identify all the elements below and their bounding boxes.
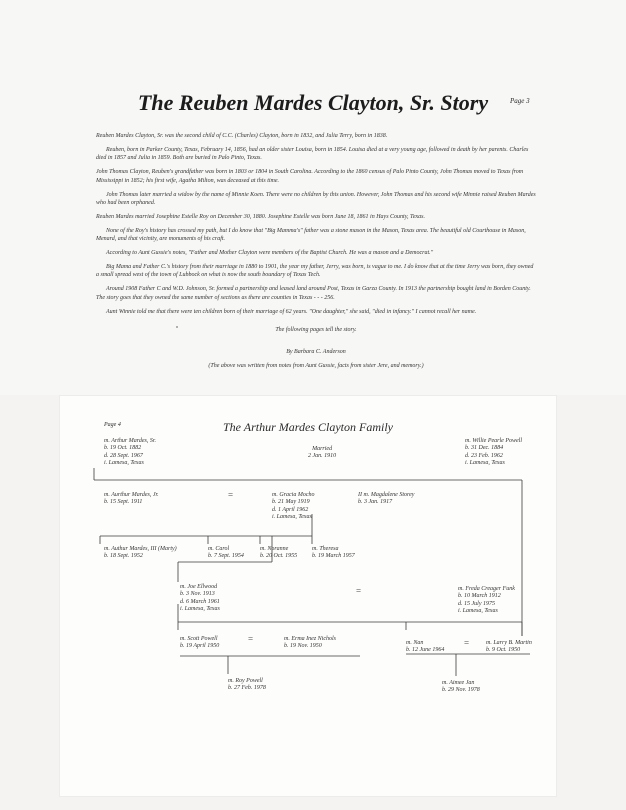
person-interred: i. Lamesa, Texas: [180, 606, 220, 613]
person-larry-b-martin: [486, 640, 532, 655]
person-born: b. 27 Feb. 1978: [228, 685, 266, 692]
person-interred: i. Lamesa, Texas: [272, 514, 312, 521]
person-born: b. 19 Nov. 1950: [284, 643, 322, 650]
person-name: m. Theresa: [312, 546, 339, 552]
person-name: m. Aimee Jan: [442, 680, 475, 686]
story-page: [0, 0, 626, 395]
marriage-equals: =: [228, 490, 234, 500]
person-roy-powell: [228, 678, 266, 693]
person-died: d. 15 July 1975: [458, 600, 495, 607]
person-name: m. Larry B. Martin: [486, 640, 532, 646]
person-died: d. 23 Feb. 1962: [465, 452, 503, 459]
story-paragraph: John Thomas Clayton, Reuben's grandfather was born in 1803 or 1804 in South Carolina. According to the 1860 census of Palo Pinto County, John Thomas moved to Texas from Mississippi in 1852; his first wife, Agatha Milton, was deceased at this time.: [96, 169, 524, 184]
person-theresa: [312, 546, 355, 561]
person-interred: i. Lamesa, Texas: [104, 460, 144, 467]
scan-speck: [176, 326, 178, 328]
person-died: d. 28 Sept. 1967: [104, 452, 143, 459]
story-paragraph: Around 1908 Father C and W.D. Johnson, Sr. formed a partnership and leased land around Post, Texas in Garza County. In 1913 the partnership bought land in Borden County. The story goes that they owned the same number of sections as there are counties in Texas - - - 256.: [96, 286, 531, 301]
person-name: m. Nan: [406, 640, 424, 646]
person-interred: i. Lamesa, Texas: [458, 608, 498, 615]
person-name: m. Freda Creager Funk: [458, 586, 515, 592]
story-paragraph: Reuben Mardes married Josephine Estelle Roy on December 30, 1880. Josephine Estelle was born June 18, 1861 in Hays County, Texas.: [96, 213, 425, 220]
person-name: m. Noranne: [260, 546, 289, 552]
person-arthur-sr: [104, 438, 156, 468]
story-paragraph: Aunt Winnie told me that there were ten children born of their marriage of 62 years. "One daughter," she said, "died in infancy." I cannot recall her name.: [106, 308, 477, 315]
person-born: b. 19 April 1950: [180, 643, 220, 650]
person-carol: [208, 546, 244, 561]
story-paragraph: According to Aunt Gussie's notes, "Father and Mother Clayton were members of the Baptist Church. He was a mason and a Democrat.": [106, 250, 434, 257]
married-date: 2 Jan. 1910: [308, 453, 337, 460]
story-paragraph: Reuben Mardes Clayton, Sr. was the second child of C.C. (Charles) Clayton, born in 1832, and Julia Terry, born in 1838.: [96, 133, 388, 139]
person-born: b. 31 Dec. 1884: [465, 445, 504, 452]
family-title: The Arthur Mardes Clayton Family: [223, 420, 393, 434]
person-name: m. Roy Powell: [228, 678, 263, 684]
family-tree-page: [60, 396, 556, 796]
person-born: b. 21 May 1919: [272, 499, 310, 506]
person-gracia-mocho: [272, 492, 315, 522]
person-interred: i. Lamesa, Texas: [465, 460, 505, 467]
person-died: d. 1 April 1962: [272, 506, 309, 513]
person-died: d. 6 March 1961: [180, 598, 220, 605]
person-born: b. 19 March 1957: [312, 553, 355, 560]
person-name: m. Scott Powell: [180, 636, 218, 642]
person-freda-creager-funk: [458, 586, 515, 616]
person-name: m. Gracia Mocho: [272, 492, 315, 498]
story-body: [96, 132, 536, 376]
closing-line: The following pages tell the story.: [275, 327, 357, 333]
person-name: m. Erma Inez Nichols: [284, 636, 336, 642]
page-number: Page 4: [104, 422, 121, 428]
person-born: b. 20 Oct. 1955: [260, 553, 298, 560]
person-name: m. Carol: [208, 546, 230, 552]
person-born: b. 10 March 1912: [458, 593, 501, 600]
marriage-date: [308, 446, 336, 461]
story-paragraph: None of the Roy's history has crossed my path, but I do know that "Big Mamma's" father was a stone mason in the Mason, Texas area. The beautiful old Courthouse in Mason, Menard, and that vicinity, are monuments of his craft.: [96, 227, 526, 243]
person-born: b. 15 Sept. 1911: [104, 499, 143, 506]
story-paragraph: Reuben, born in Parker County, Texas, February 14, 1856, had an older sister Louisa, born in 1854. Louisa died at a very young age, followed in death by her parents. Charles died in 1857 and Julia in 1859. Both are buried in Palo Pinto, Texas.: [96, 146, 529, 162]
person-joe-ellwood: [180, 584, 220, 614]
person-magdalene-storey: [358, 492, 414, 507]
person-scott-powell: [180, 636, 219, 651]
person-born: b. 3 Nov. 1913: [180, 591, 215, 598]
married-label: Married: [312, 446, 333, 452]
person-name: m. Arthur Mardes, Sr.: [104, 438, 157, 444]
story-paragraph: Big Mama and Father C.'s history from their marriage in 1880 to 1901, the year my father, Jerry, was born, is vague to me. I do know that at the time Jerry was born, they owned a small spread west of the town of Lubbock on what is now the south boundary of Texas Tech.: [96, 263, 534, 279]
person-willie-pearle-powell: [465, 438, 522, 468]
person-erma-inez-nichols: [284, 636, 336, 651]
page-number: Page 3: [510, 97, 530, 105]
marriage-equals: =: [356, 586, 362, 596]
marriage-equals: =: [464, 638, 470, 648]
person-born: b. 9 Oct. 1950: [486, 647, 521, 654]
marriage-equals: =: [248, 634, 254, 644]
person-born: b. 3 Jan. 1917: [358, 499, 393, 506]
story-paragraph: John Thomas later married a widow by the name of Minnie Koen. There were no children by this union. However, John Thomas and his second wife Minnie raised Reuben Mardes who had been orphaned.: [96, 191, 536, 206]
page-title: The Reuben Mardes Clayton, Sr. Story: [137, 90, 489, 115]
person-born: b. 29 Nov. 1978: [442, 687, 480, 694]
byline: By Barbara C. Anderson: [286, 349, 346, 356]
person-name: m. Joe Ellwood: [180, 584, 218, 590]
person-born: b. 18 Sept. 1952: [104, 553, 143, 560]
person-arthur-iii: [104, 546, 177, 561]
person-name: m. Aurthur Mardes, Jr.: [104, 492, 159, 498]
person-noranne: [260, 546, 297, 561]
person-name: II m. Magdalene Storey: [358, 492, 415, 498]
person-aimee-jan: [442, 680, 480, 695]
person-name: m. Authur Mardes, III (Marty): [104, 546, 177, 552]
person-arthur-jr: [104, 492, 159, 507]
person-nan: [406, 640, 444, 655]
source-note: (The above was written from notes from Aunt Gussie, facts from sister Jere, and memory.): [208, 363, 424, 370]
person-born: b. 12 June 1964: [406, 647, 445, 654]
person-born: b. 7 Sept. 1954: [208, 553, 244, 560]
person-born: b. 19 Oct. 1882: [104, 445, 142, 452]
person-name: m. Willie Pearle Powell: [465, 438, 522, 444]
